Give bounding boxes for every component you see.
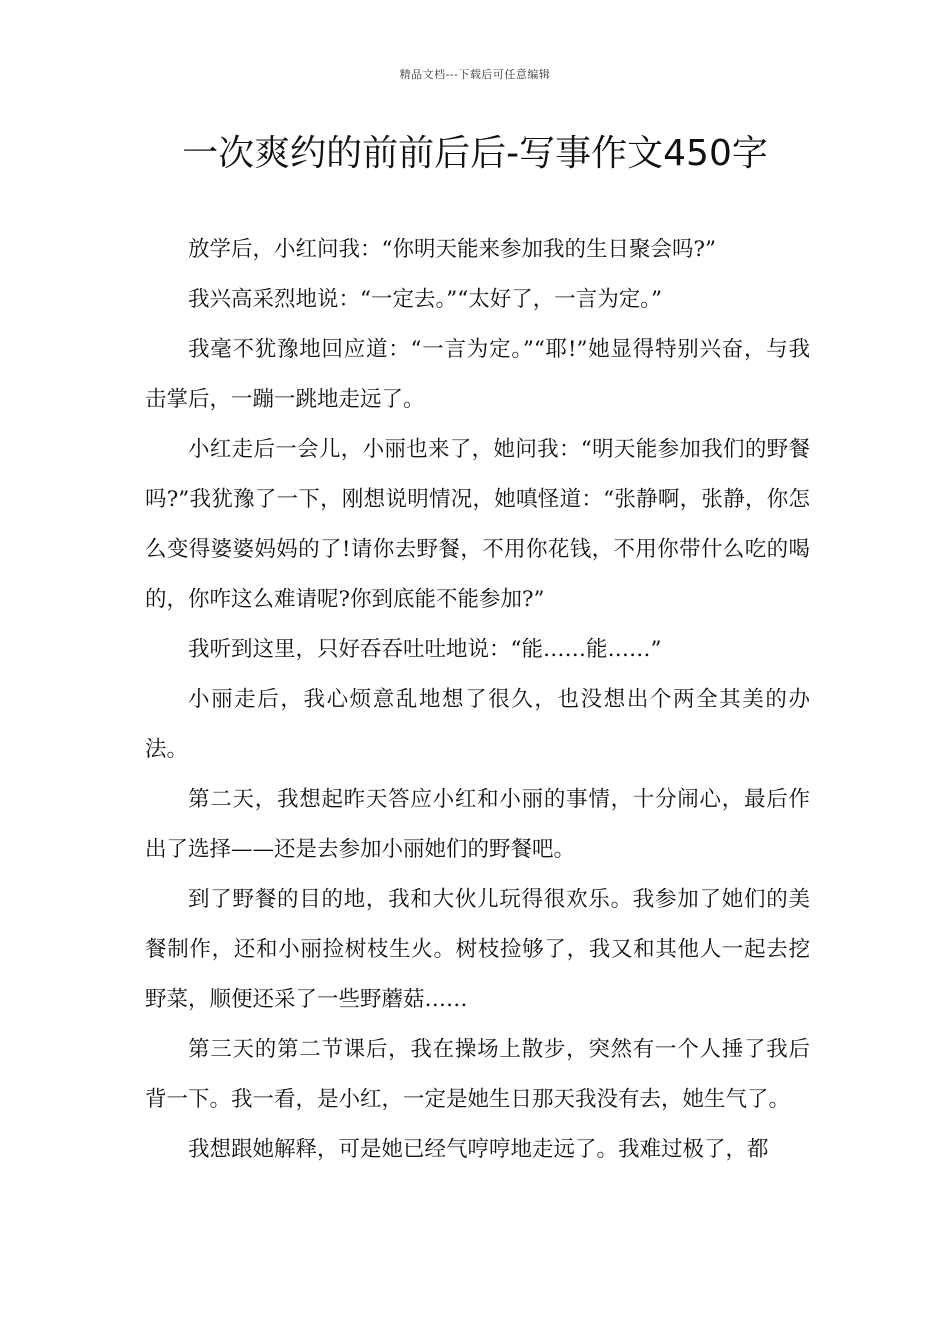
paragraph: 我听到这里，只好吞吞吐吐地说：“能……能……” bbox=[188, 637, 662, 662]
paragraph: 我兴高采烈地说：“一定去。”“太好了，一言为定。” bbox=[188, 287, 662, 312]
paragraph: 到了野餐的目的地，我和大伙儿玩得很欢乐。我参加了她们的美餐制作，还和小丽捡树枝生火。树枝捡够了，我又和其他人一起去挖野菜，顺便还采了一些野蘑菇…… bbox=[145, 887, 810, 1012]
paragraph: 我想跟她解释，可是她已经气哼哼地走远了。我难过极了，都 bbox=[188, 1137, 769, 1162]
paragraph: 我毫不犹豫地回应道：“一言为定。”“耶!”她显得特别兴奋，与我击掌后，一蹦一跳地走远了。 bbox=[145, 337, 810, 412]
paragraph: 第二天，我想起昨天答应小红和小丽的事情，十分闹心，最后作出了选择——还是去参加小丽她们的野餐吧。 bbox=[145, 787, 810, 862]
document-title: 一次爽约的前前后后-写事作文450字 bbox=[182, 133, 768, 174]
paragraph: 放学后，小红问我：“你明天能来参加我的生日聚会吗?” bbox=[188, 237, 717, 262]
document-body bbox=[145, 225, 810, 1175]
paragraph: 小红走后一会儿，小丽也来了，她问我：“明天能参加我们的野餐吗?”我犹豫了一下，刚想说明情况，她嗔怪道：“张静啊，张静，你怎么变得婆婆妈妈的了!请你去野餐，不用你花钱，不用你带什么吃的喝的，你咋这么难请呢?你到底能不能参加?” bbox=[145, 437, 810, 612]
header-note: 精品文档---下载后可任意编辑 bbox=[399, 68, 551, 81]
paragraph: 小丽走后，我心烦意乱地想了很久，也没想出个两全其美的办法。 bbox=[145, 687, 810, 762]
paragraph: 第三天的第二节课后，我在操场上散步，突然有一个人捶了我后背一下。我一看，是小红，一定是她生日那天我没有去，她生气了。 bbox=[145, 1037, 810, 1112]
